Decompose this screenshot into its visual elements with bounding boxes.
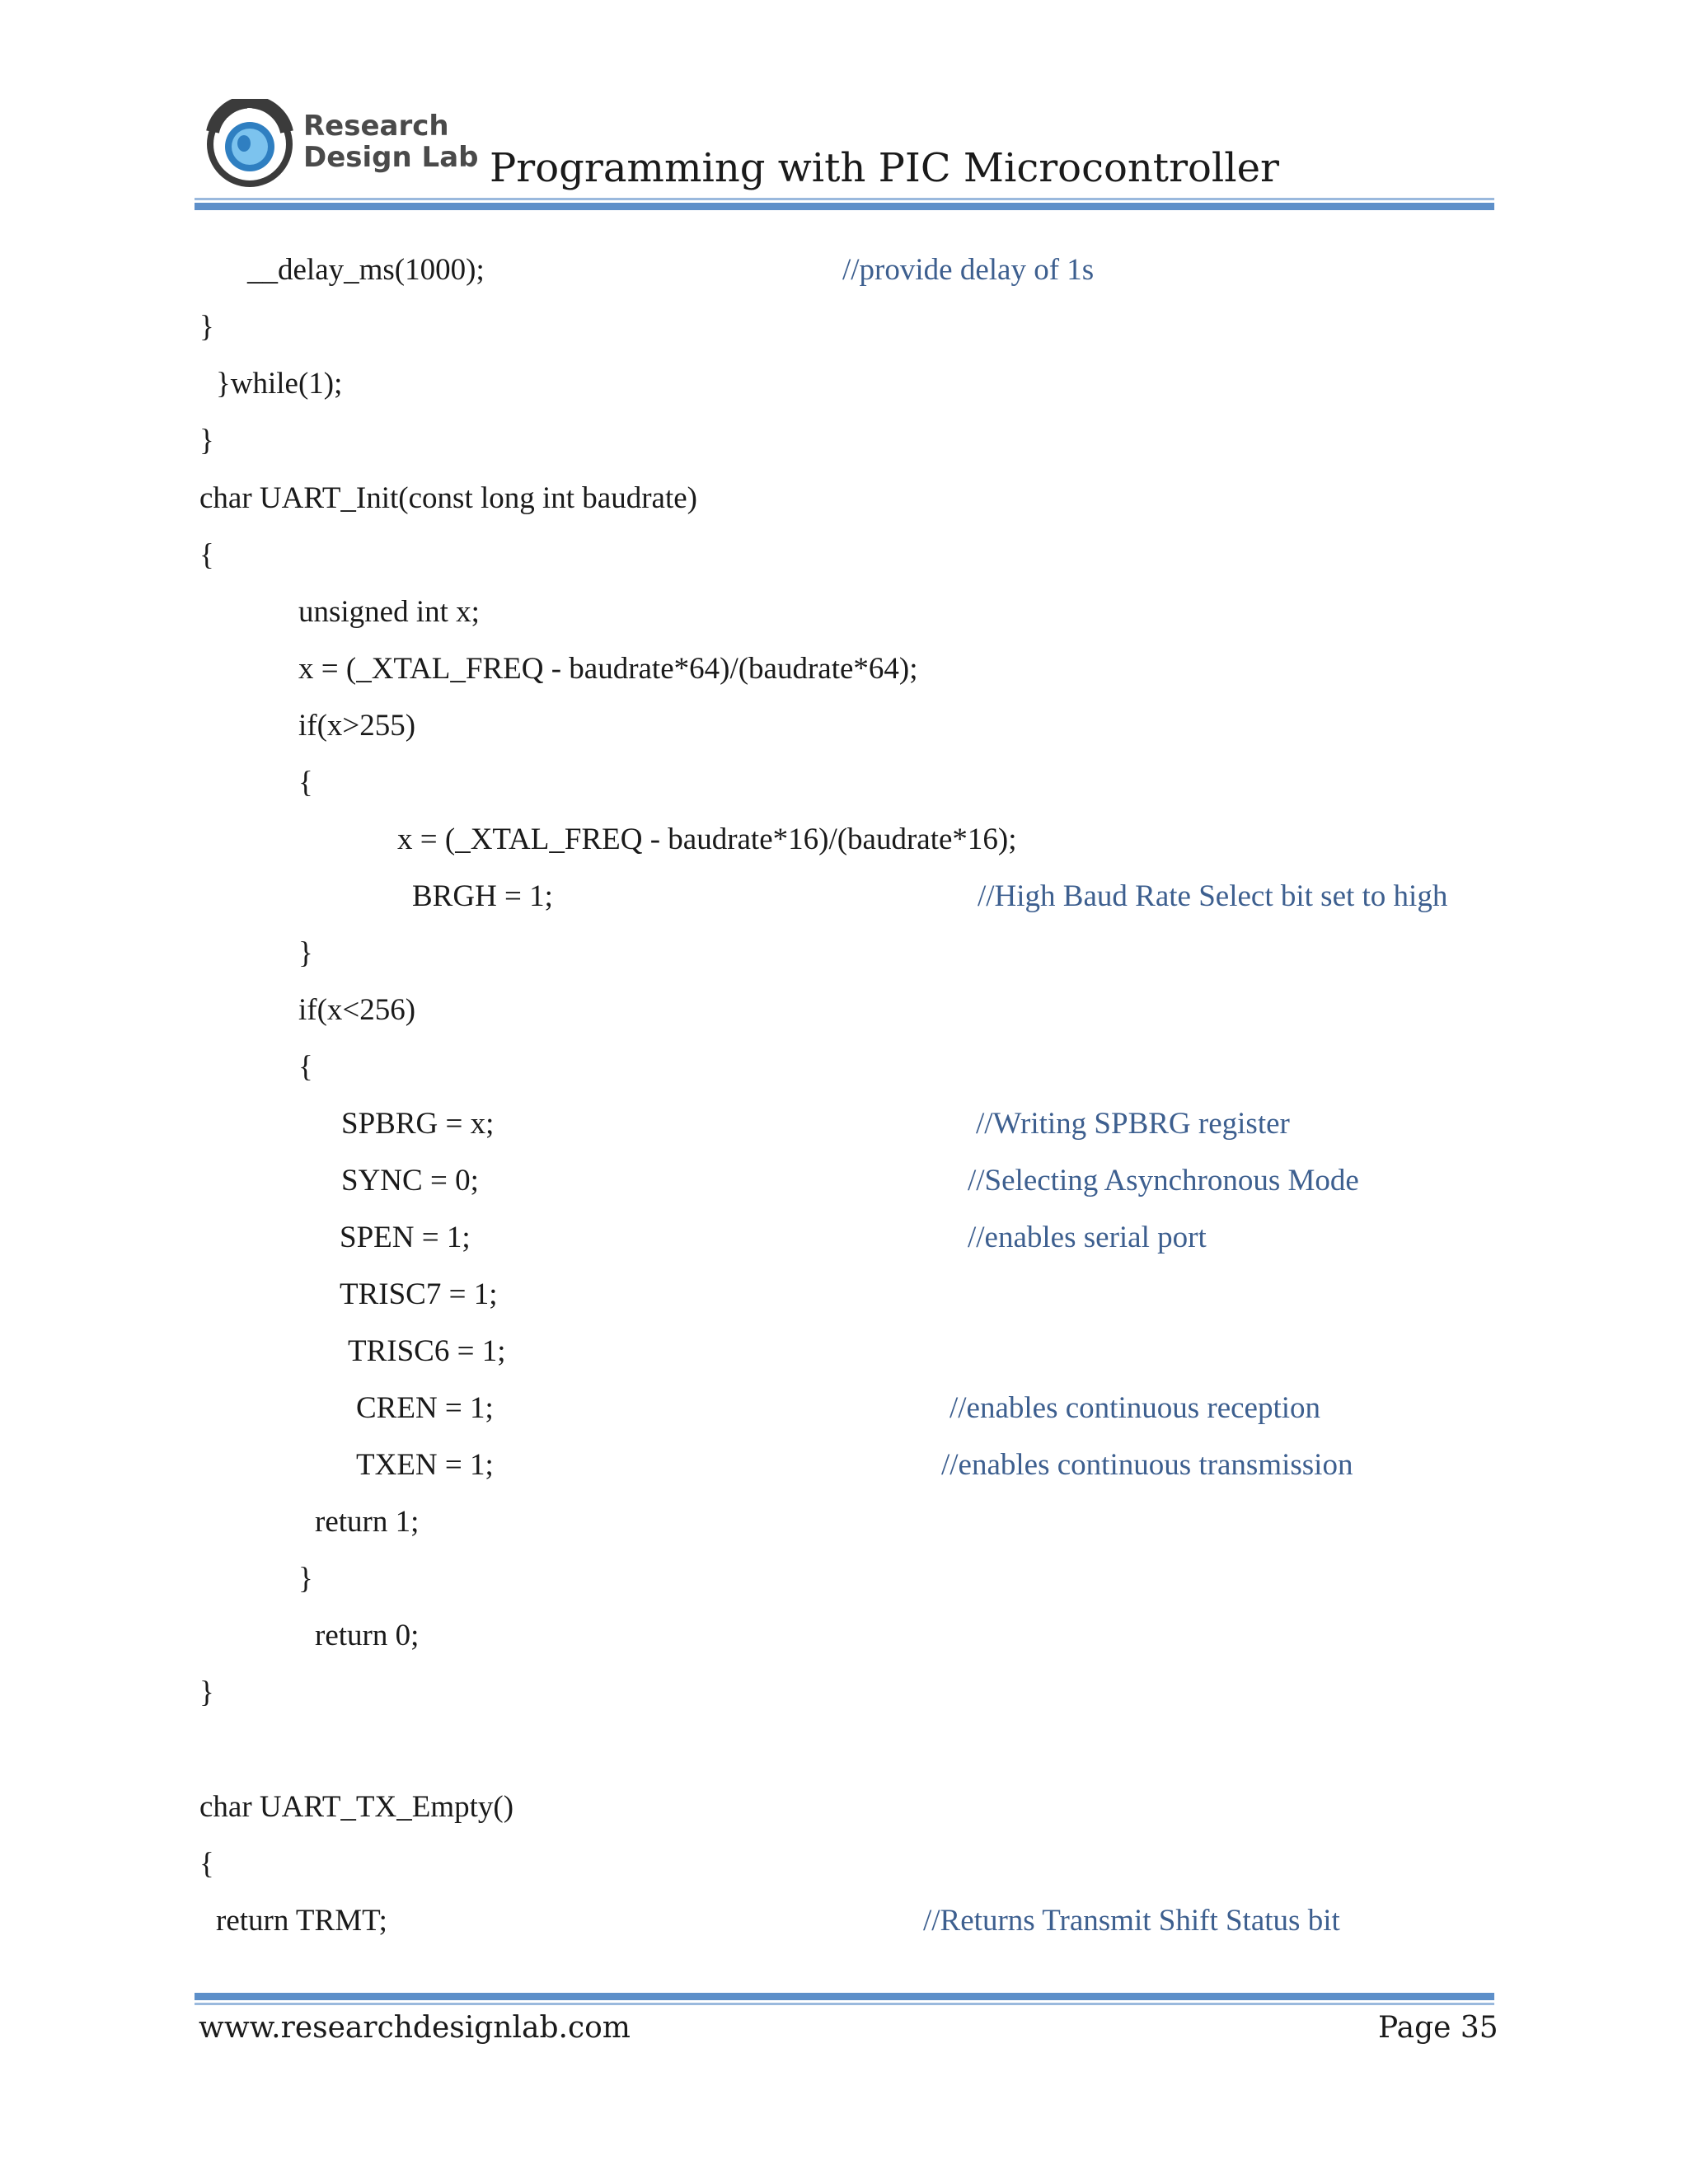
brand-name-line-2: Design Lab [303, 141, 479, 174]
code-line: { [298, 766, 313, 799]
code-comment: //enables continuous reception [950, 1391, 1321, 1425]
logo-letter-d: D [246, 106, 255, 118]
code-line: SPBRG = x; [341, 1107, 495, 1141]
code-line: } [298, 1562, 313, 1596]
code-line: TRISC7 = 1; [340, 1277, 498, 1311]
code-comment: //High Baud Rate Select bit set to high [978, 879, 1448, 913]
code-line: { [199, 1847, 214, 1881]
footer-rule [195, 1993, 1494, 2000]
code-line: { [298, 1050, 313, 1084]
code-line: char UART_Init(const long int baudrate) [199, 481, 697, 515]
code-line: } [199, 310, 214, 344]
code-comment: //enables serial port [968, 1221, 1207, 1254]
header-rule-thin [195, 198, 1494, 200]
document-title: Programming with PIC Microcontroller [490, 145, 1279, 191]
code-line: SPEN = 1; [340, 1221, 471, 1254]
brand-name-line-1: Research [303, 110, 449, 143]
code-line: TRISC6 = 1; [348, 1334, 506, 1368]
logo-letter-l: L [268, 116, 274, 128]
code-comment: //Writing SPBRG register [976, 1107, 1290, 1141]
code-line: __delay_ms(1000); [247, 253, 485, 287]
logo-letter-r: R [226, 116, 234, 128]
code-line: char UART_TX_Empty() [199, 1790, 514, 1824]
code-line: SYNC = 0; [341, 1164, 479, 1197]
code-line: return TRMT; [216, 1904, 387, 1938]
code-line: } [298, 936, 313, 970]
code-line: unsigned int x; [298, 595, 480, 629]
code-line: x = (_XTAL_FREQ - baudrate*64)/(baudrate*64); [298, 652, 918, 686]
code-line: CREN = 1; [356, 1391, 494, 1425]
code-comment: //provide delay of 1s [842, 253, 1095, 287]
code-line: BRGH = 1; [412, 879, 553, 913]
footer-rule-thin [195, 2003, 1494, 2005]
code-line: } [199, 1675, 214, 1709]
code-line: { [199, 538, 214, 572]
code-line: }while(1); [216, 367, 343, 401]
rdl-logo [204, 99, 295, 190]
code-line: return 1; [315, 1505, 420, 1539]
code-comment: //enables continuous transmission [941, 1448, 1353, 1482]
page-number: Page 35 [1378, 2011, 1498, 2045]
code-line: if(x<256) [298, 993, 416, 1027]
code-comment: //Selecting Asynchronous Mode [968, 1164, 1359, 1197]
footer-url: www.researchdesignlab.com [199, 2011, 631, 2045]
code-line: TXEN = 1; [356, 1448, 494, 1482]
code-line: } [199, 424, 214, 457]
code-line: if(x>255) [298, 709, 416, 743]
code-line: x = (_XTAL_FREQ - baudrate*16)/(baudrate*16); [397, 823, 1017, 856]
code-line: return 0; [315, 1619, 420, 1652]
code-comment: //Returns Transmit Shift Status bit [923, 1904, 1340, 1938]
header-rule [195, 203, 1494, 210]
